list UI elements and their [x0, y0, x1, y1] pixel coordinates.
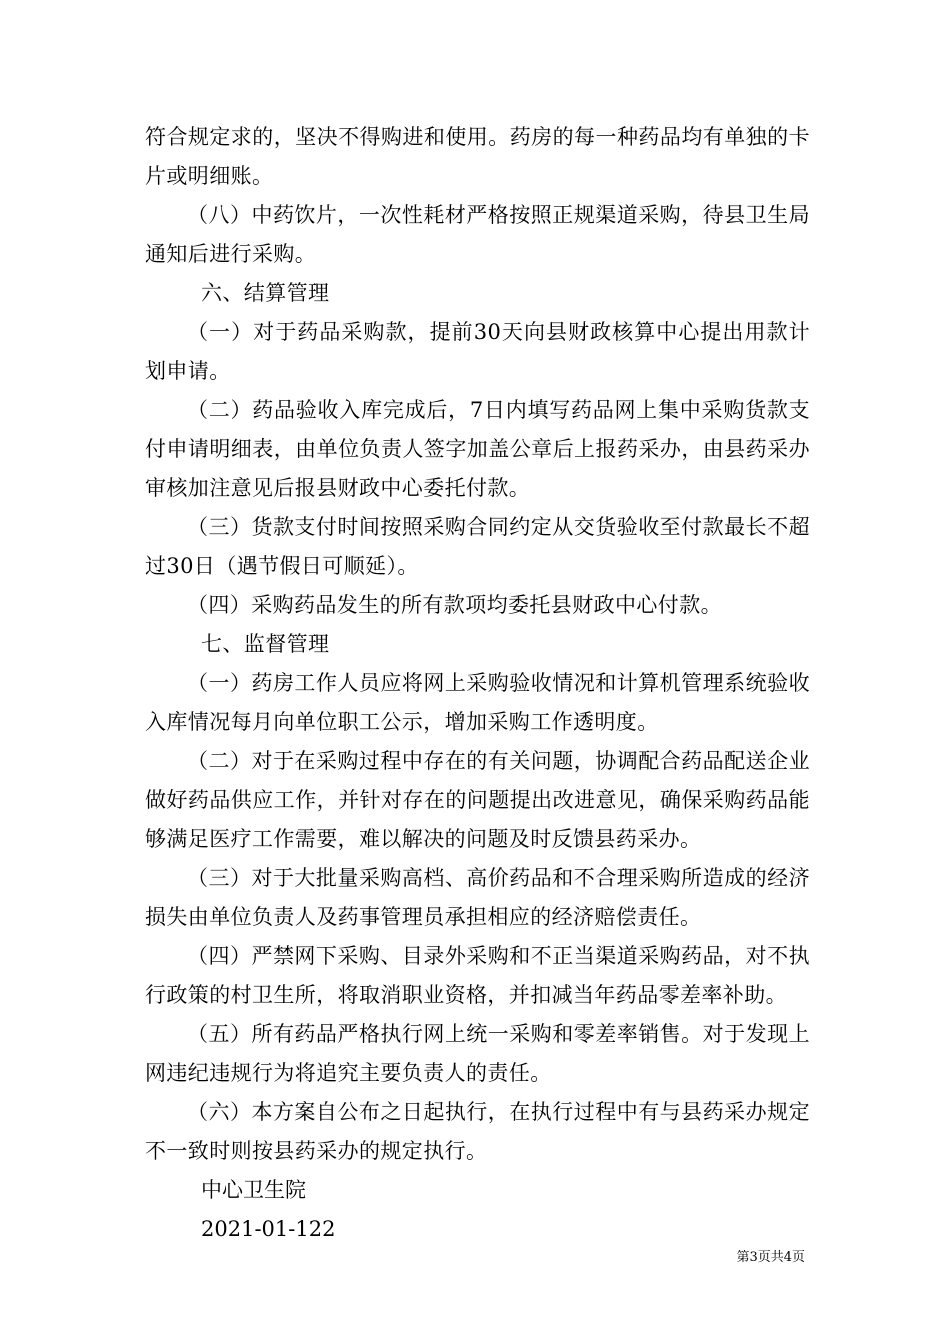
paragraph-item-8: （八）中药饮片，一次性耗材严格按照正规渠道采购，待县卫生局通知后进行采购。	[145, 203, 810, 266]
paragraph-supervision-5: （五）所有药品严格执行网上统一采购和零差率销售。对于发现上网违纪违规行为将追究主要负责人的责任。	[145, 1022, 810, 1085]
paragraph-settlement-1: （一）对于药品采购款，提前30天向县财政核算中心提出用款计划申请。	[145, 320, 810, 383]
paragraph-supervision-2: （二）对于在采购过程中存在的有关问题，协调配合药品配送企业做好药品供应工作，并针对存在的问题提出改进意见，确保采购药品能够满足医疗工作需要，难以解决的问题及时反馈县药采办。	[145, 749, 810, 851]
paragraph-supervision-4: （四）严禁网下采购、目录外采购和不正当渠道采购药品，对不执行政策的村卫生所，将取消职业资格，并扣减当年药品零差率补助。	[145, 944, 810, 1007]
paragraph-settlement-4: （四）采购药品发生的所有款项均委托县财政中心付款。	[187, 593, 722, 617]
paragraph-settlement-2: （二）药品验收入库完成后，7日内填写药品网上集中采购货款支付申请明细表，由单位负责人签字加盖公章后上报药采办，由县药采办审核加注意见后报县财政中心委托付款。	[145, 398, 810, 500]
signature-organization: 中心卫生院	[201, 1178, 306, 1202]
paragraph-supervision-1: （一）药房工作人员应将网上采购验收情况和计算机管理系统验收入库情况每月向单位职工公示，增加采购工作透明度。	[145, 671, 810, 734]
section-heading-settlement: 六、结算管理	[201, 281, 330, 305]
paragraph-settlement-3: （三）货款支付时间按照采购合同约定从交货验收至付款最长不超过30日（遇节假日可顺延）。	[145, 515, 810, 578]
signature-date: 2021-01-122	[201, 1217, 336, 1241]
document-body	[145, 118, 810, 1249]
paragraph-supervision-6: （六）本方案自公布之日起执行，在执行过程中有与县药采办规定不一致时则按县药采办的规定执行。	[145, 1100, 810, 1163]
paragraph-supervision-3: （三）对于大批量采购高档、高价药品和不合理采购所造成的经济损失由单位负责人及药事管理员承担相应的经济赔偿责任。	[145, 866, 810, 929]
paragraph-continued: 符合规定求的，坚决不得购进和使用。药房的每一种药品均有单独的卡片或明细账。	[145, 125, 810, 188]
page-number: 第3页共4页	[736, 1250, 805, 1265]
section-heading-supervision: 七、监督管理	[201, 632, 330, 656]
